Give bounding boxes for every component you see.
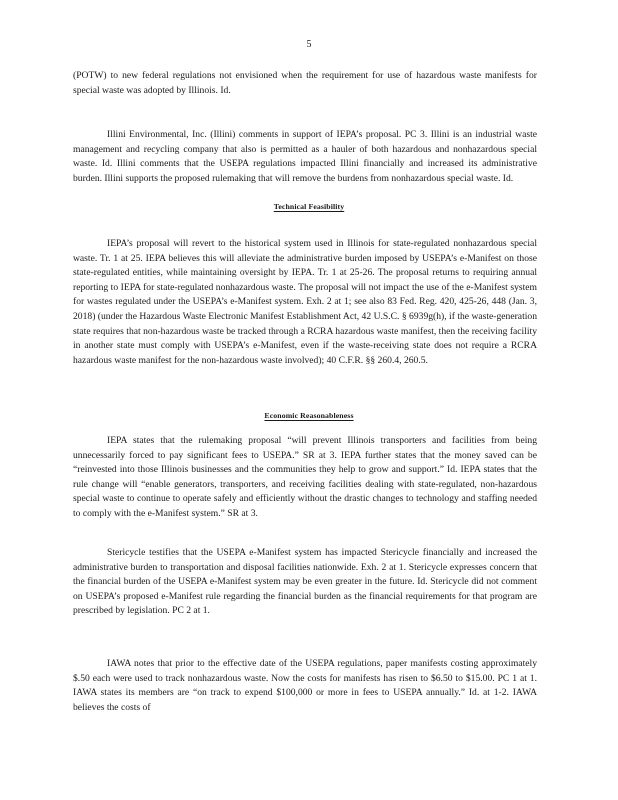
paragraph-iepa-proposal: IEPA’s proposal will revert to the historical system used in Illinois for state-regulated nonhazardous special waste. Tr. 1 at 25. IEPA believes this will alleviate the administrative burden imposed by USEPA’s e-Manifest on those state-regulated entities, while maintaining oversight by IEPA. Tr. 1 at 25-26. The proposal returns to requiring annual reporting to IEPA for state-regulated nonhazardous waste. The proposal will not impact the use of the e-Manifest system for wastes regulated under the USEPA’s e-Manifest system. Exh. 2 at 1; see also 83 Fed. Reg. 420, 425-26, 448 (Jan. 3, 2018) (under the Hazardous Waste Electronic Manifest Establishment Act, 42 U.S.C. § 6939g(h), if the waste-generation state requires that non-hazardous waste be tracked through a RCRA hazardous waste manifest, then the receiving facility in another state must comply with USEPA’s e-Manifest, even if the waste-receiving state does not require a RCRA hazardous waste manifest for the non-hazardous waste involved); 40 C.F.R. §§ 260.4, 260.5. bbox=[73, 238, 537, 366]
heading-technical-feasibility bbox=[0, 200, 618, 215]
heading-technical-feasibility-text: Technical Feasibility bbox=[273, 202, 345, 211]
paragraph-illini: Illini Environmental, Inc. (Illini) comments in support of IEPA’s proposal. PC 3. Illini is an industrial waste management and recycling company that also is permitted as a hauler of both hazardous and nonhazardous special waste. Id. Illini comments that the USEPA regulations impacted Illini financially and increased its administrative burden. Illini supports the proposed rulemaking that will remove the burdens from nonhazardous special waste. Id. bbox=[73, 129, 537, 184]
paragraph-iawa: IAWA notes that prior to the effective date of the USEPA regulations, paper manifests costing approximately $.50 each were used to track nonhazardous waste. Now the costs for manifests has risen to $6.50 to $15.00. PC 1 at 1. IAWA states its members are “on track to expend $100,000 or more in fees to USEPA annually.” Id. at 1-2. IAWA believes the costs of bbox=[73, 658, 537, 713]
heading-economic-reasonableness-text: Economic Reasonableness bbox=[264, 411, 354, 420]
page-number: 5 bbox=[306, 39, 312, 50]
paragraph-iepa-fees: IEPA states that the rulemaking proposal “will prevent Illinois transporters and facilities from being unnecessarily forced to pay significant fees to USEPA.” SR at 3. IEPA further states that the money saved can be “reinvested into those Illinois businesses and the communities they help to grow and support.” Id. IEPA states that the rule change will “enable generators, transporters, and receiving facilities dealing with state-regulated, non-hazardous special waste to continue to operate safely and efficiently without the drastic changes to technology and staffing needed to comply with the e-Manifest system.” SR at 3. bbox=[73, 435, 537, 519]
paragraph-potw: (POTW) to new federal regulations not envisioned when the requirement for use of hazardous waste manifests for special waste was adopted by Illinois. Id. bbox=[73, 70, 537, 96]
heading-economic-reasonableness bbox=[0, 409, 618, 424]
paragraph-stericycle: Stericycle testifies that the USEPA e-Manifest system has impacted Stericycle financially and increased the administrative burden to transportation and disposal facilities nationwide. Exh. 2 at 1. Stericycle expresses concern that the financial burden of the USEPA e-Manifest system may be even greater in the future. Id. Stericycle did not comment on USEPA’s proposed e-Manifest rule regarding the financial burden as the financial requirements for that program are prescribed by legislation. PC 2 at 1. bbox=[73, 547, 537, 617]
